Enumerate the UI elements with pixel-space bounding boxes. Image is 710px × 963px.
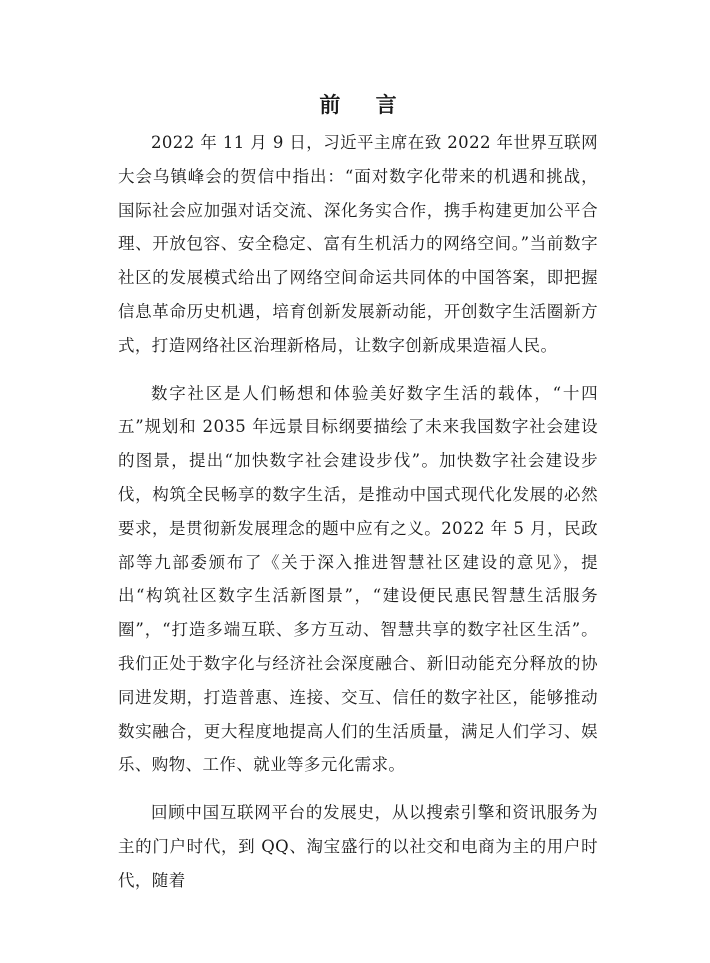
paragraph-1: 2022 年 11 月 9 日，习近平主席在致 2022 年世界互联网大会乌镇峰会的贺信中指出：“面对数字化带来的机遇和挑战，国际社会应加强对话交流、深化务实合作，携手构建更加公平合理、开放包容、安全稳定、富有生机活力的网络空间。”当前数字社区的发展模式给出了网络空间命运共同体的中国答案，即把握信息革命历史机遇，培育创新发展新动能，开创数字生活圈新方式，打造网络社区治理新格局，让数字创新成果造福人民。: [118, 133, 598, 355]
page-title: 前 言: [319, 92, 411, 117]
paragraph-2: 数字社区是人们畅想和体验美好数字生活的载体，“十四五”规划和 2035 年远景目标纲要描绘了未来我国数字社会建设的图景，提出“加快数字社会建设步伐”。加快数字社会建设步伐，构筑全民畅享的数字生活，是推动中国式现代化发展的必然要求，是贯彻新发展理念的题中应有之义。2022 年 5 月，民政部等九部委颁布了《关于深入推进智慧社区建设的意见》，提出“构筑社区数字生活新图景”，“建设便民惠民智慧生活服务圈”，“打造多端互联、多方互动、智慧共享的数字社区生活”。我们正处于数字化与经济社会深度融合、新旧动能充分释放的协同进发期，打造普惠、连接、交互、信任的数字社区，能够推动数实融合，更大程度地提高人们的生活质量，满足人们学习、娱乐、购物、工作、就业等多元化需求。: [118, 383, 598, 775]
paragraph-3: 回顾中国互联网平台的发展史，从以搜索引擎和资讯服务为主的门户时代，到 QQ、淘宝盛行的以社交和电商为主的用户时代，随着: [118, 803, 598, 890]
